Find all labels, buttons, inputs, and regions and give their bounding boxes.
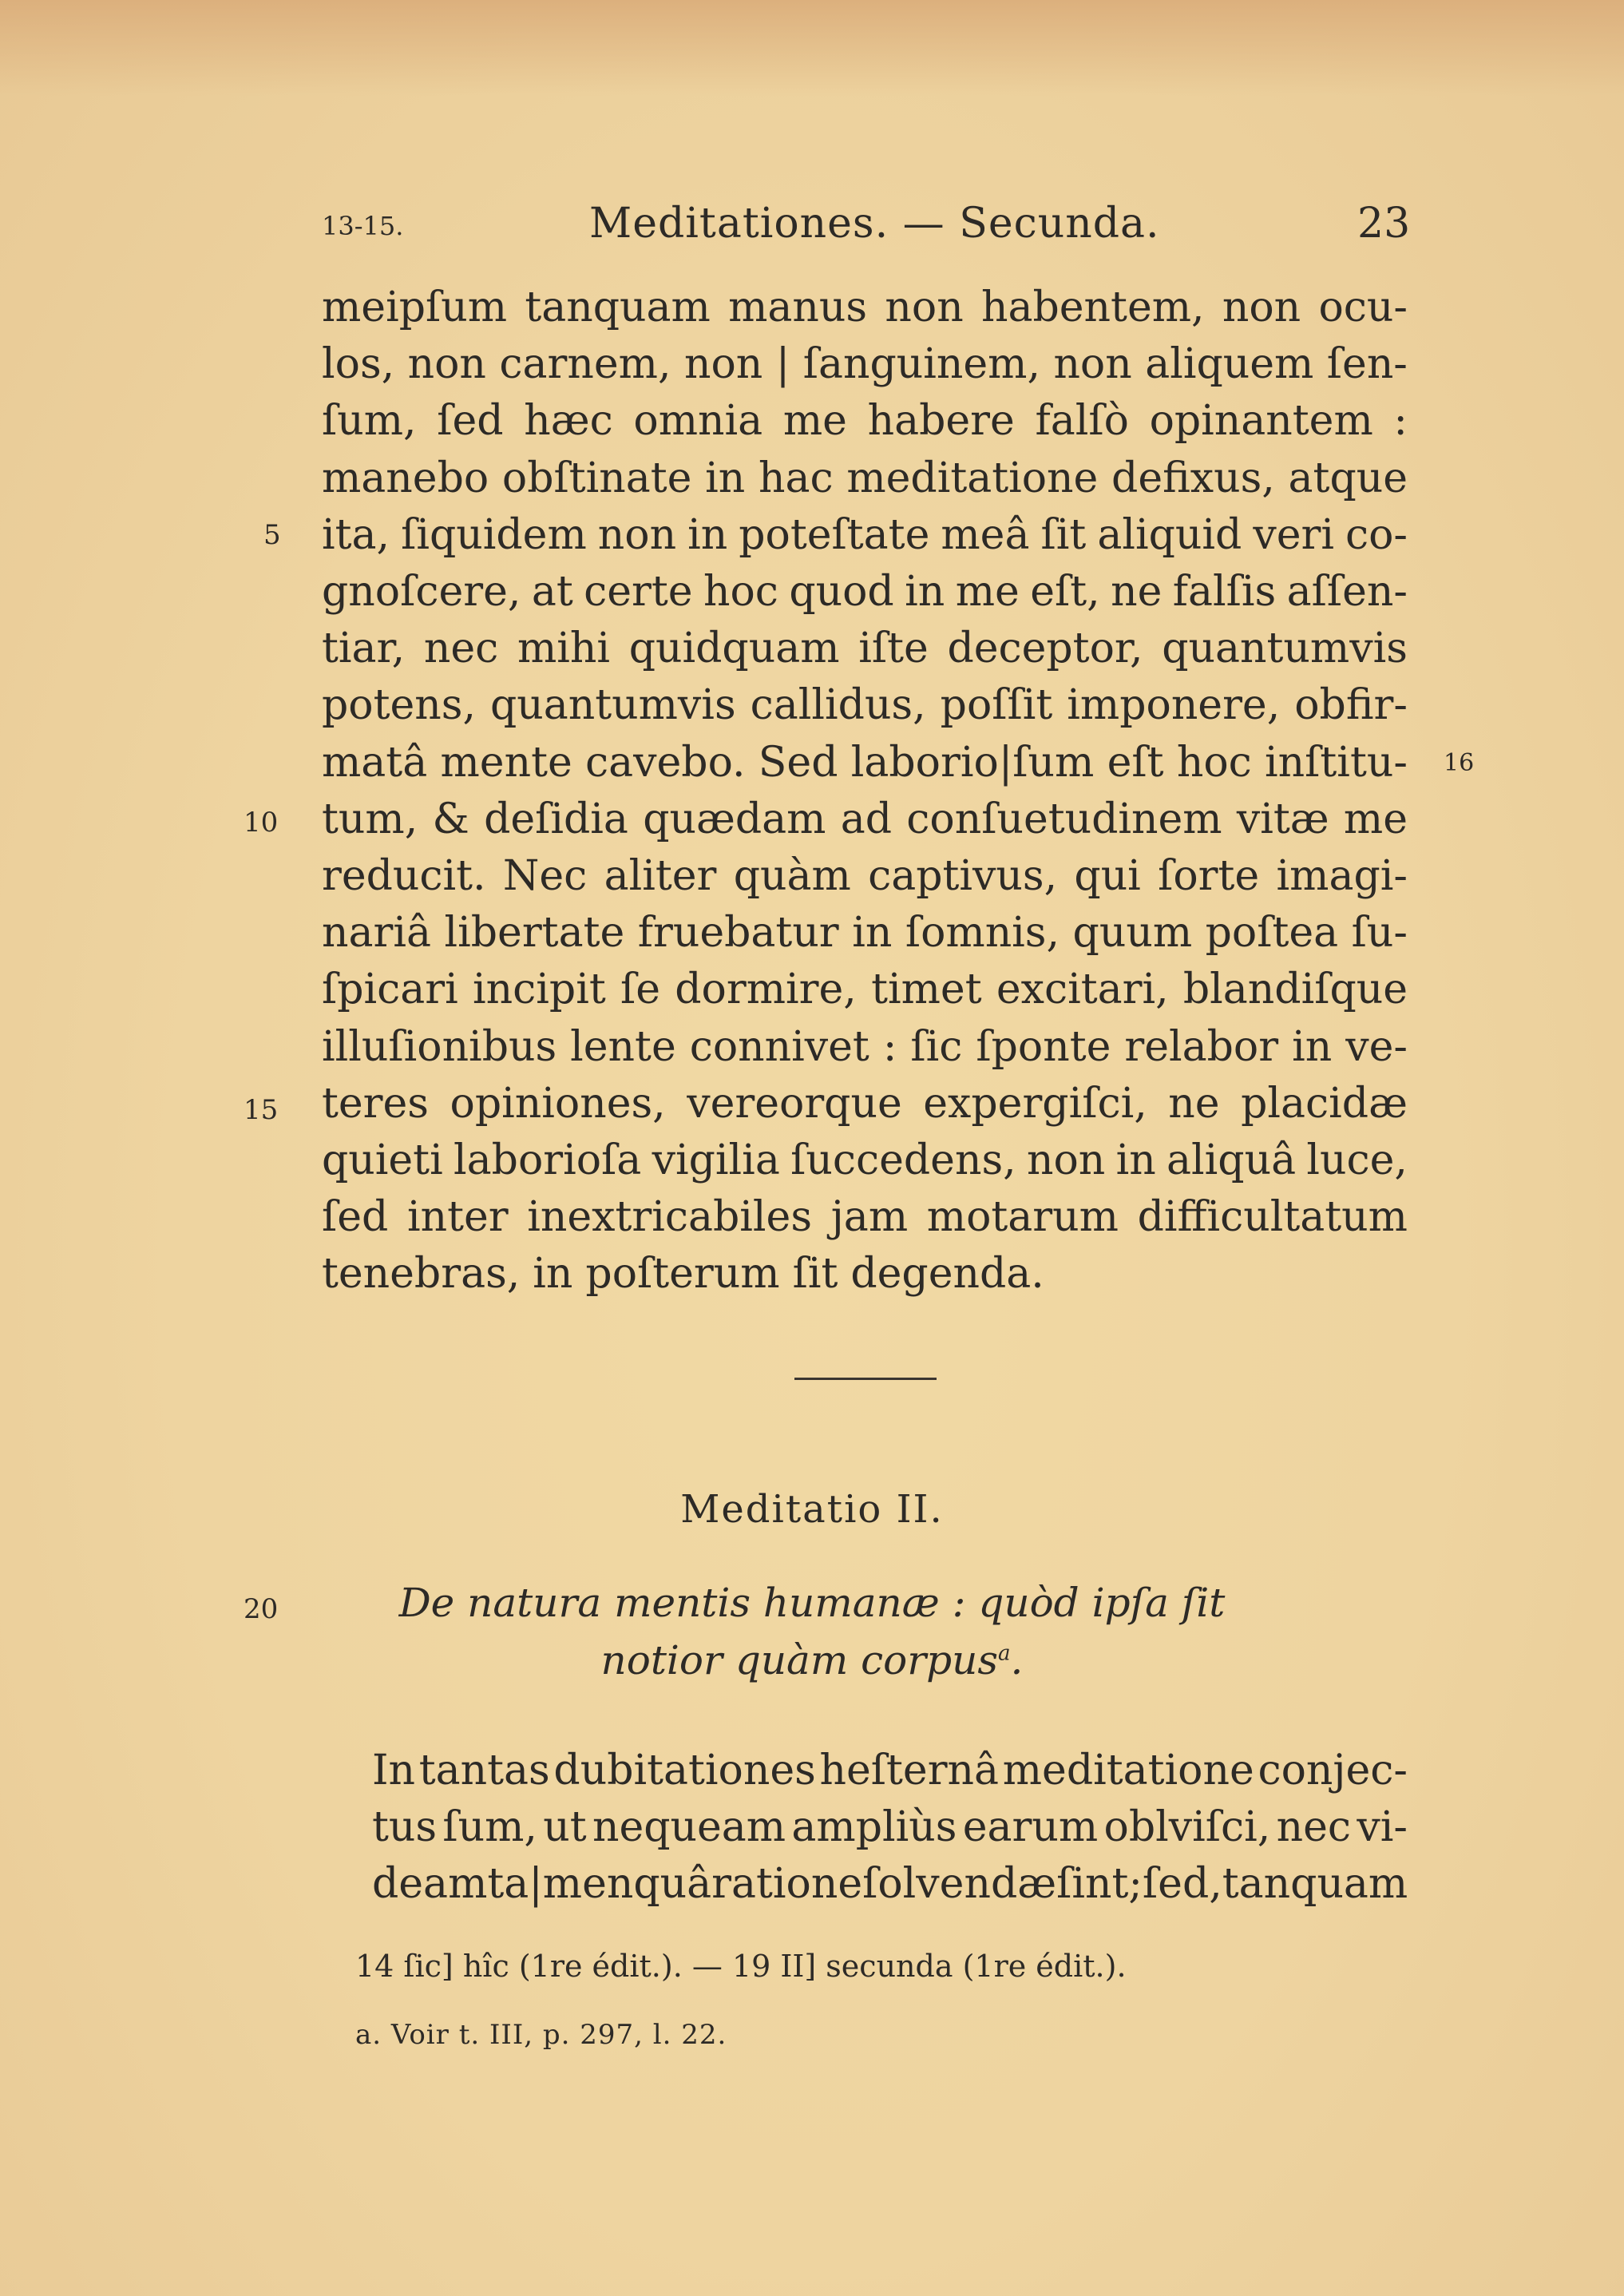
line-number-10: 10 xyxy=(244,807,279,839)
subtitle-text: notior quàm corpus xyxy=(600,1637,999,1683)
text-line: ſum, ſed hæc omnia me habere falſò opinantem : xyxy=(322,397,1408,446)
text-line: meipſum tanquam manus non habentem, non ocu- xyxy=(322,284,1408,331)
header-title: Meditationes. — Secunda. xyxy=(589,200,1160,248)
footnote-variants: 14 ſic] hîc (1re édit.). — 19 II] secunda (1re édit.). xyxy=(355,1949,1127,1984)
text-line: ſed inter inextricabiles jam motarum difficultatum xyxy=(322,1193,1408,1242)
paragraph-line: In tantas dubitationes heſternâ meditatione conjec- xyxy=(372,1747,1408,1794)
section-divider xyxy=(794,1378,937,1380)
text-line: ſpicari incipit ſe dormire, timet excitari, blandiſque xyxy=(322,966,1408,1014)
page-edge-shadow xyxy=(0,0,1624,96)
page-number: 23 xyxy=(1357,200,1411,248)
text-line: matâ mente cavebo. Sed laborio|ſum eſt hoc inſtitu- xyxy=(322,738,1408,787)
text-line: reducit. Nec aliter quàm captivus, qui ſorte imagi- xyxy=(322,852,1408,900)
text-line: illuſionibus lente connivet : ſic ſponte relabor in ve- xyxy=(322,1022,1408,1071)
header-line-range: 13-15. xyxy=(322,211,404,241)
footnote-a: a. Voir t. III, p. 297, l. 22. xyxy=(355,2019,727,2051)
text-line: quieti laborioſa vigilia ſuccedens, non in aliquâ luce, xyxy=(322,1136,1408,1184)
margin-page-ref: 16 xyxy=(1444,749,1475,777)
text-line: ita, ſiquidem non in poteſtate meâ ſit aliquid veri co- xyxy=(322,510,1408,559)
text-line: gnoſcere, at certe hoc quod in me eſt, ne falſis aſſen- xyxy=(322,568,1408,616)
subtitle-period: . xyxy=(1010,1637,1024,1683)
subtitle-line-1: De natura mentis humanæ : quòd ipſa ſit xyxy=(398,1580,1226,1626)
text-line: los, non carnem, non | ſanguinem, non aliquem ſen- xyxy=(322,340,1408,389)
footnote-marker: a xyxy=(998,1641,1011,1666)
text-line: teres opiniones, vereorque expergiſci, ne placidæ xyxy=(322,1079,1408,1128)
text-line: tum, & deſidia quædam ad conſuetudinem vitæ me xyxy=(322,795,1408,843)
running-header xyxy=(0,200,1624,248)
text-line: nariâ libertate fruebatur in ſomnis, quum poſtea ſu- xyxy=(322,909,1408,958)
text-line: manebo obſtinate in hac meditatione defixus, atque xyxy=(322,454,1408,502)
line-number-15: 15 xyxy=(244,1094,279,1126)
meditation-title: Meditatio II. xyxy=(680,1487,944,1532)
paragraph-line: deam ta|men quâ ratione ſolvendæ ſint ; ſed, tanquam xyxy=(372,1860,1408,1908)
subtitle-line-2 xyxy=(0,1637,1624,1683)
paragraph-line: tus ſum, ut nequeam ampliùs earum oblviſci, nec vi- xyxy=(372,1803,1408,1851)
text-line: potens, quantumvis callidus, poſſit imponere, obfir- xyxy=(322,681,1408,730)
line-number-5: 5 xyxy=(263,519,281,551)
text-line: tenebras, in poſterum ſit degenda. xyxy=(322,1250,1044,1299)
text-line: tiar, nec mihi quidquam iſte deceptor, quantumvis xyxy=(322,625,1408,673)
line-number-20: 20 xyxy=(244,1593,279,1625)
